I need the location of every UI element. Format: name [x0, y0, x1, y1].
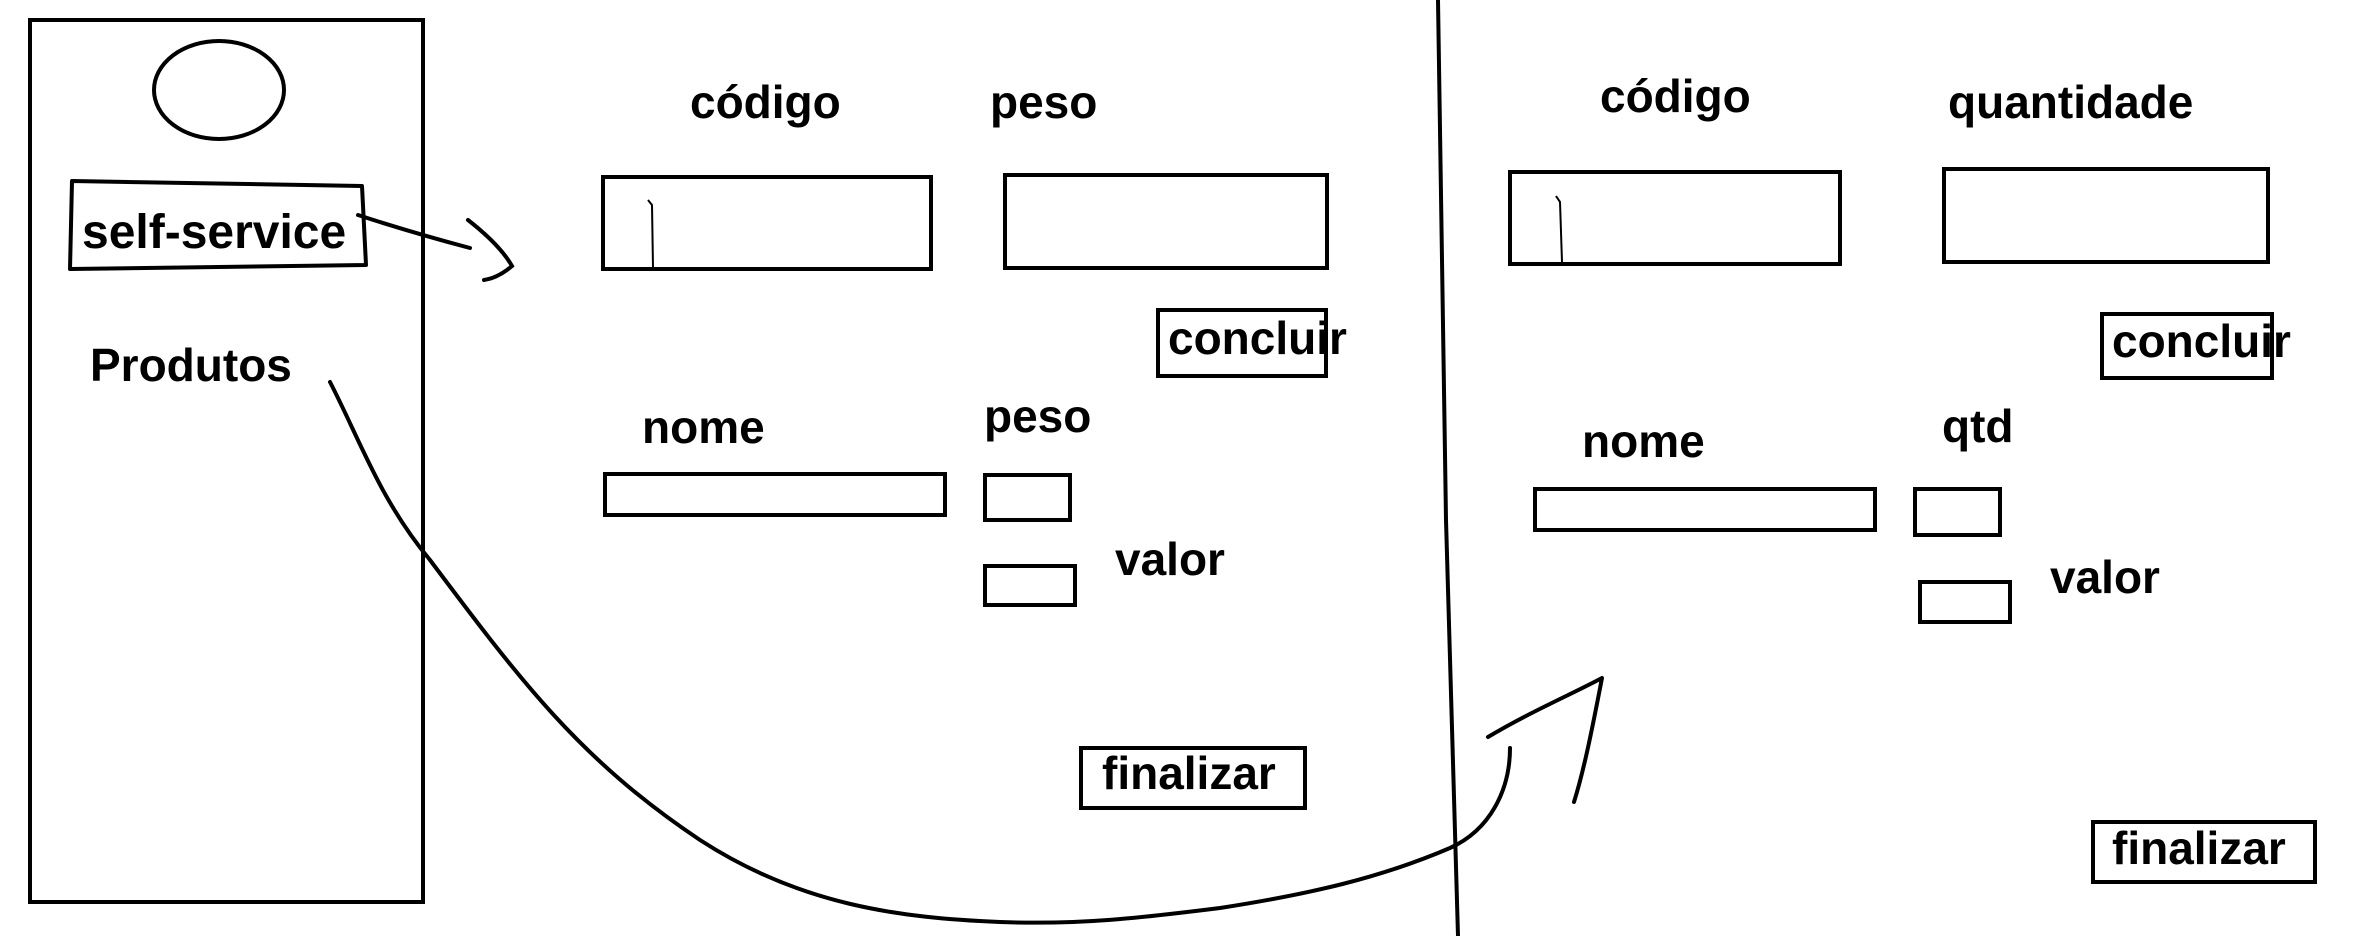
codigo-label-2: código: [1600, 70, 1751, 122]
valor-label-2: valor: [2050, 551, 2160, 603]
valor-label: valor: [1115, 533, 1225, 585]
qtd-label: qtd: [1942, 400, 2014, 452]
quantidade-label: quantidade: [1948, 76, 2194, 128]
produtos-link[interactable]: Produtos: [90, 339, 292, 391]
concluir-label: concluir: [1168, 312, 1347, 364]
codigo-label: código: [690, 76, 841, 128]
concluir-label-2: concluir: [2112, 315, 2291, 367]
peso-label: peso: [984, 390, 1092, 442]
nome-label-2: nome: [1582, 415, 1705, 467]
peso-input-label: peso: [990, 76, 1098, 128]
nome-label: nome: [642, 401, 765, 453]
self-service-label: self-service: [82, 206, 347, 259]
finalizar-label: finalizar: [1102, 747, 1276, 799]
finalizar-label-2: finalizar: [2112, 822, 2286, 874]
